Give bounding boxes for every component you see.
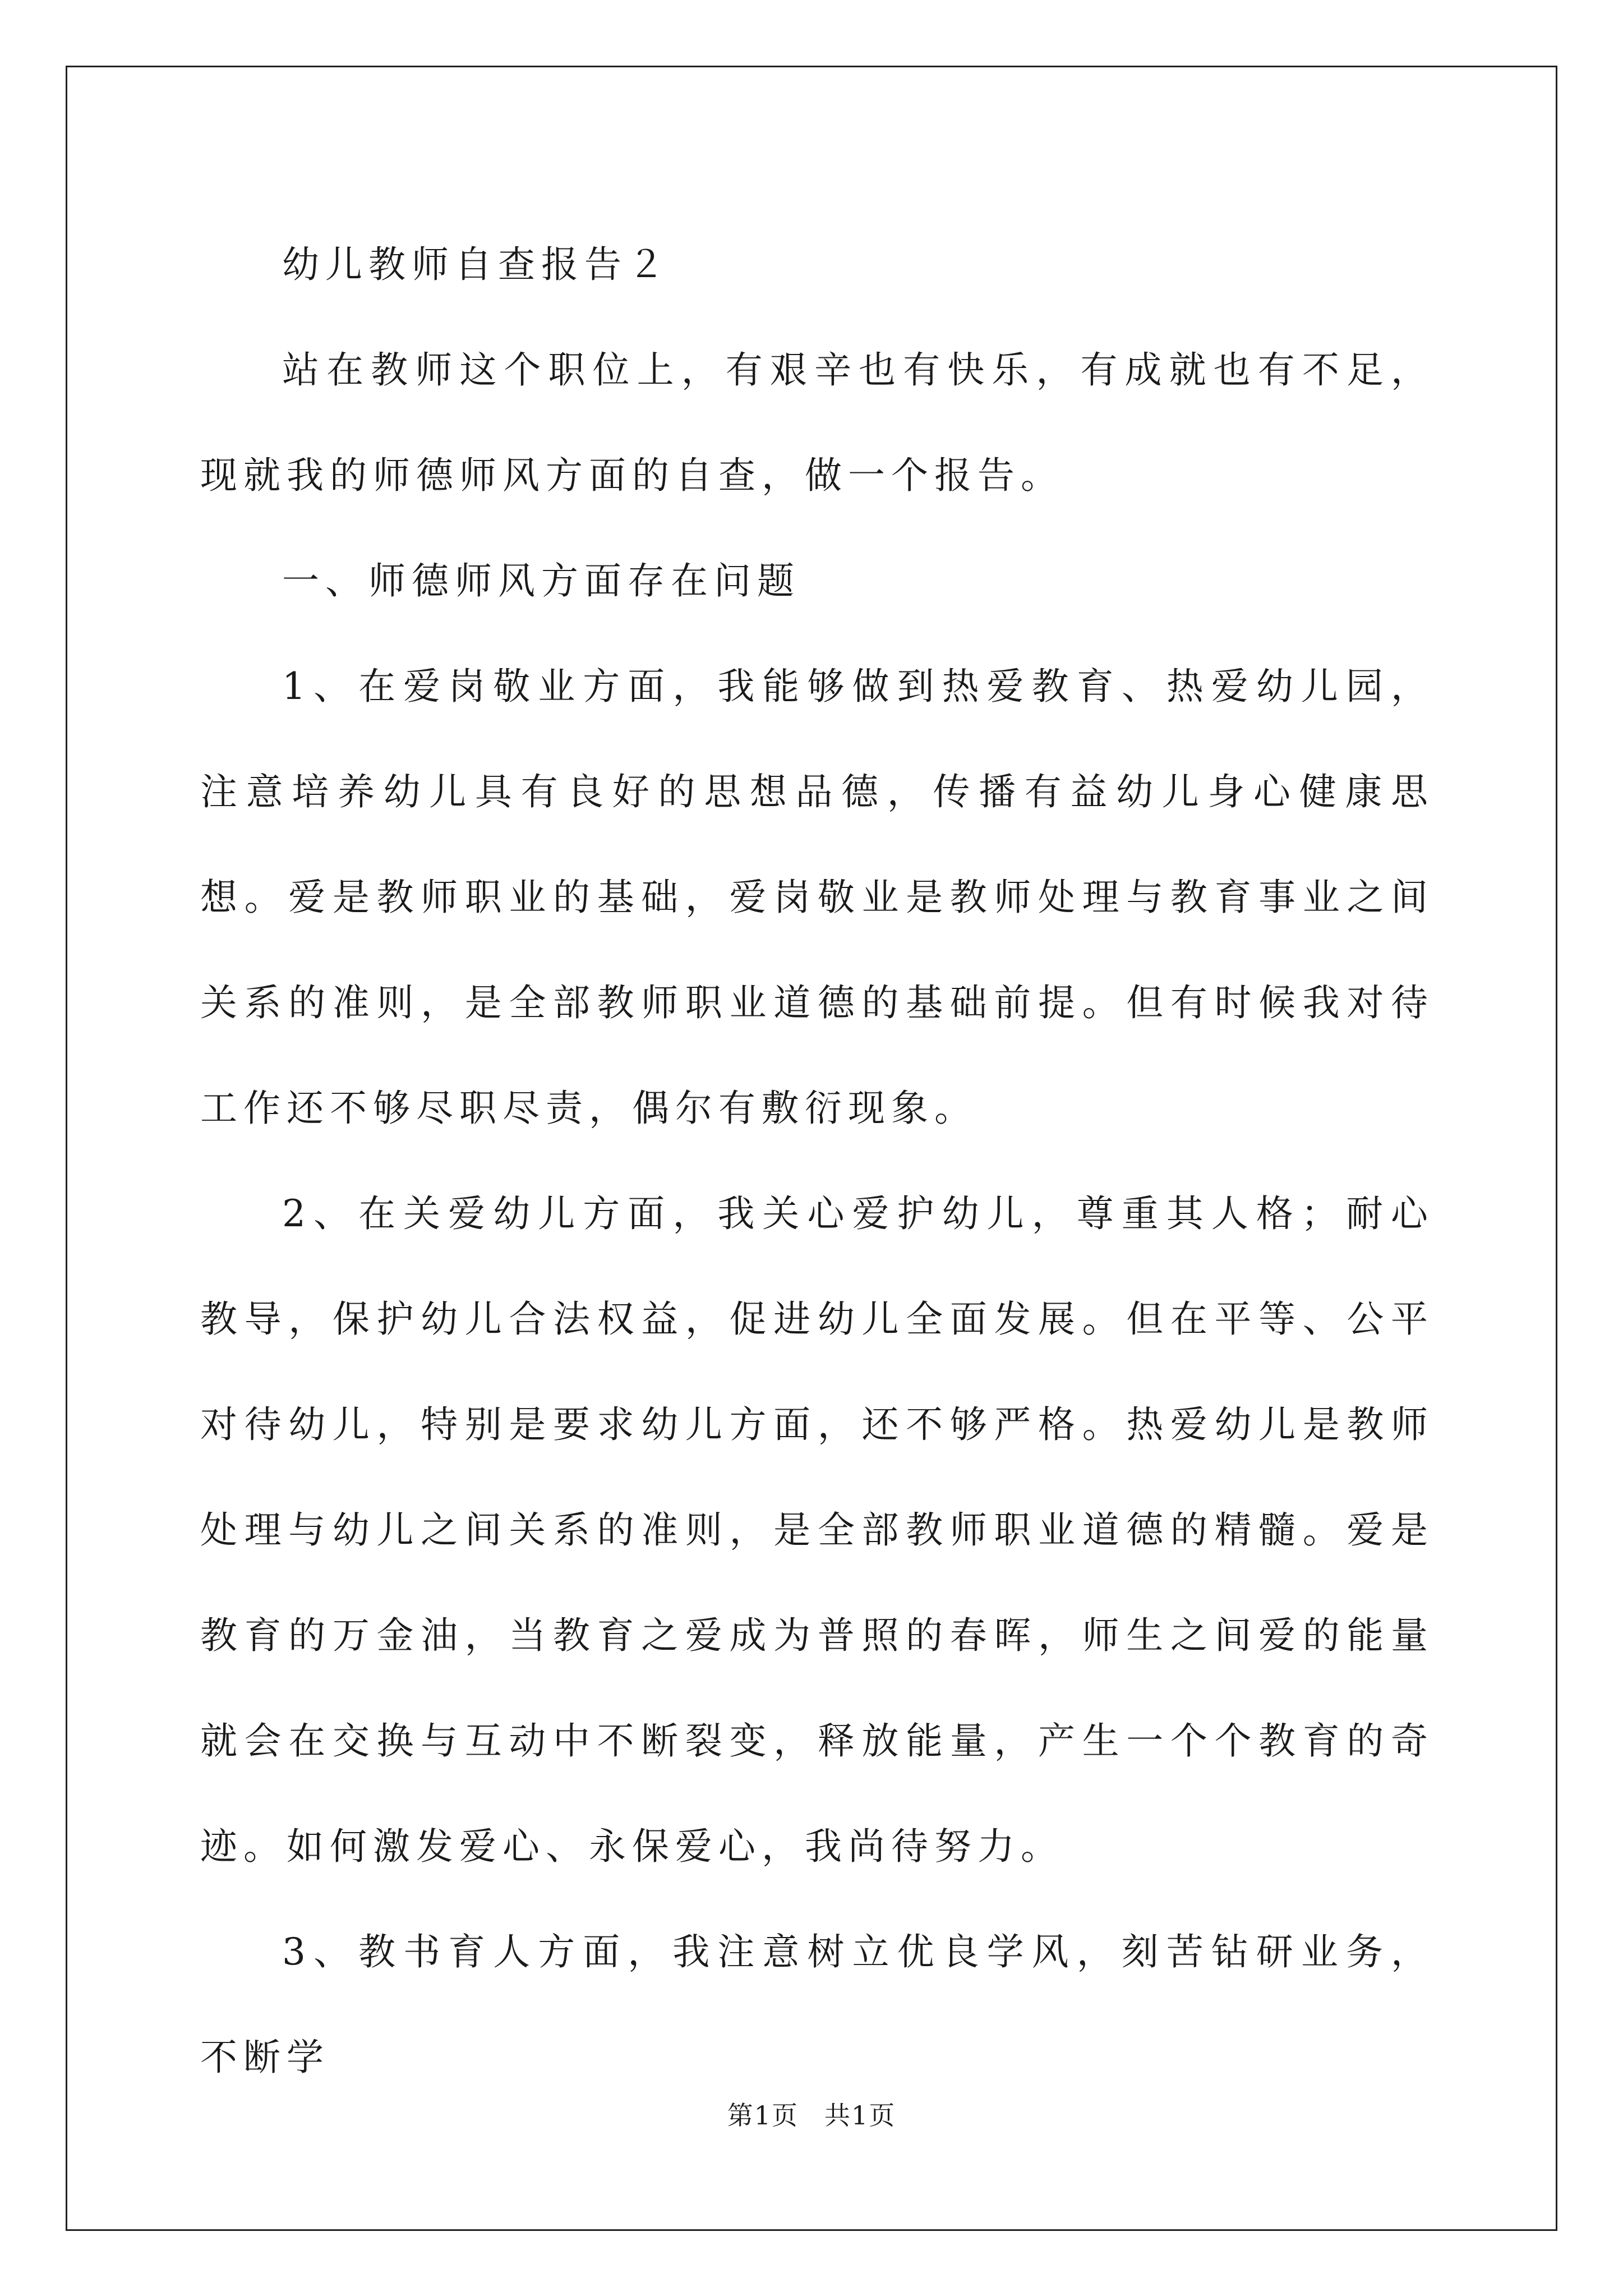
paragraph-item-3: 3、教书育人方面，我注意树立优良学风，刻苦钻研业务，不断学 [200, 1930, 1434, 2079]
paragraph-item-1: 1、在爱岗敬业方面，我能够做到热爱教育、热爱幼儿园，注意培养幼儿具有良好的思想品德，传播有益幼儿身心健康思想。爱是教师职业的基础，爱岗敬业是教师处理与教育事业之间关系的准则，是全部教师职业道德的基础前提。但有时候我对待工作还不够尽职尽责，偶尔有敷衍现象。 [200, 665, 1434, 1130]
page-footer [0, 2095, 1623, 2132]
document-title: 幼儿教师自查报告２ [282, 243, 671, 286]
document-body [200, 212, 1434, 2110]
section-heading: 一、师德师风方面存在问题 [282, 559, 800, 602]
page-count: 共1页 [824, 2100, 896, 2131]
page-number: 第1页 [727, 2100, 799, 2131]
paragraph-item-2: 2、在关爱幼儿方面，我关心爱护幼儿，尊重其人格；耐心教导，保护幼儿合法权益，促进幼儿全面发展。但在平等、公平对待幼儿，特别是要求幼儿方面，还不够严格。热爱幼儿是教师处理与幼儿之间关系的准则，是全部教师职业道德的精髓。爱是教育的万金油，当教育之爱成为普照的春晖，师生之间爱的能量就会在交换与互动中不断裂变，释放能量，产生一个个教育的奇迹。如何激发爱心、永保爱心，我尚待努力。 [200, 1192, 1434, 1868]
paragraph-intro: 站在教师这个职位上，有艰辛也有快乐，有成就也有不足，现就我的师德师风方面的自查，做一个报告。 [200, 348, 1434, 497]
